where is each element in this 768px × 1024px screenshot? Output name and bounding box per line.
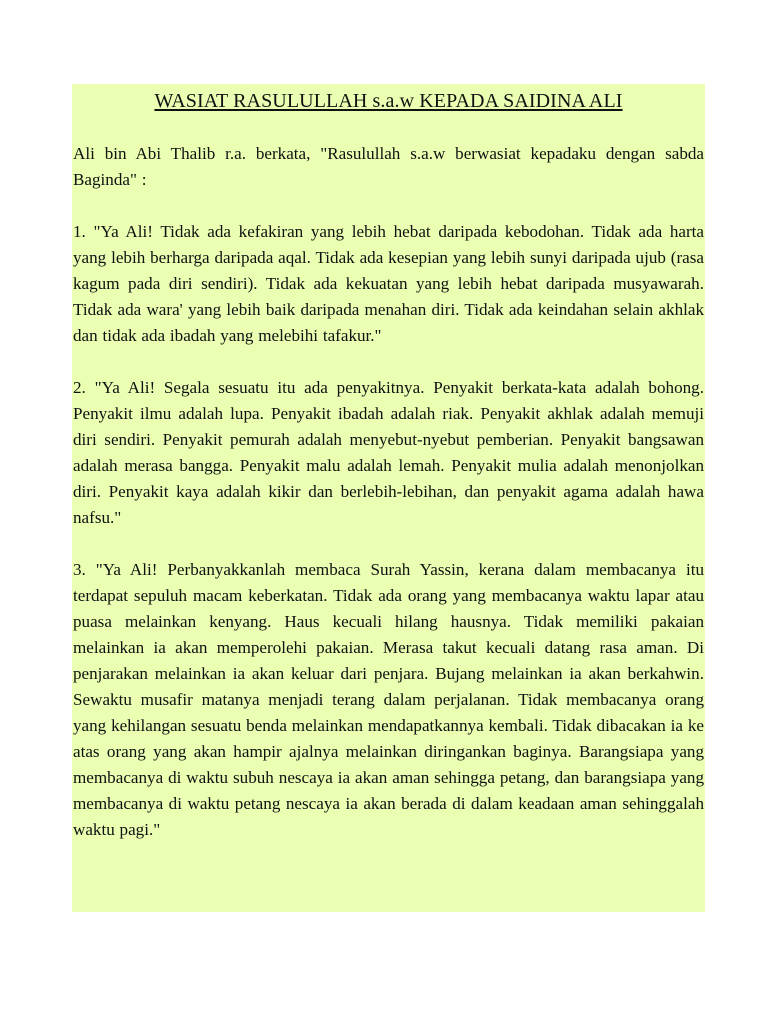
wasiat-paragraph-1: 1. "Ya Ali! Tidak ada kefakiran yang lebih hebat daripada kebodohan. Tidak ada harta yang lebih berharga daripada aqal. Tidak ada kesepian yang lebih sunyi daripada ujub (rasa kagum pada diri sendiri). Tidak ada kekuatan yang lebih hebat daripada musyawarah. Tidak ada wara' yang lebih baik daripada menahan diri. Tidak ada keindahan selain akhlak dan tidak ada ibadah yang melebihi tafakur." (73, 222, 704, 345)
wasiat-paragraph-2: 2. "Ya Ali! Segala sesuatu itu ada penyakitnya. Penyakit berkata-kata adalah bohong. Penyakit ilmu adalah lupa. Penyakit ibadah adalah riak. Penyakit akhlak adalah memuji diri sendiri. Penyakit pemurah adalah menyebut-nyebut pemberian. Penyakit bangsawan adalah merasa bangga. Penyakit malu adalah lemah. Penyakit mulia adalah menonjolkan diri. Penyakit kaya adalah kikir dan berlebih-lebihan, dan penyakit agama adalah hawa nafsu." (73, 378, 704, 527)
document-panel (72, 84, 705, 912)
wasiat-paragraph-3: 3. "Ya Ali! Perbanyakkanlah membaca Surah Yassin, kerana dalam membacanya itu terdapat sepuluh macam keberkatan. Tidak ada orang yang membacanya waktu lapar atau puasa melainkan kenyang. Haus kecuali hilang hausnya. Tidak memiliki pakaian melainkan ia akan memperolehi pakaian. Merasa takut kecuali datang rasa aman. Di penjarakan melainkan ia akan keluar dari penjara. Bujang melainkan ia akan berkahwin. Sewaktu musafir matanya menjadi terang dalam perjalanan. Tidak membacanya orang yang kehilangan sesuatu benda melainkan mendapatkannya kembali. Tidak dibacakan ia ke atas orang yang akan hampir ajalnya melainkan diringankan baginya. Barangsiapa yang membacanya di waktu subuh nescaya ia akan aman sehingga petang, dan barangsiapa yang membacanya di waktu petang nescaya ia akan berada di dalam keadaan aman sehinggalah waktu pagi." (73, 560, 704, 839)
document-title: WASIAT RASULULLAH s.a.w KEPADA SAIDINA ALI (154, 90, 623, 112)
intro-paragraph: Ali bin Abi Thalib r.a. berkata, "Rasulullah s.a.w berwasiat kepadaku dengan sabda Baginda" : (73, 144, 704, 189)
